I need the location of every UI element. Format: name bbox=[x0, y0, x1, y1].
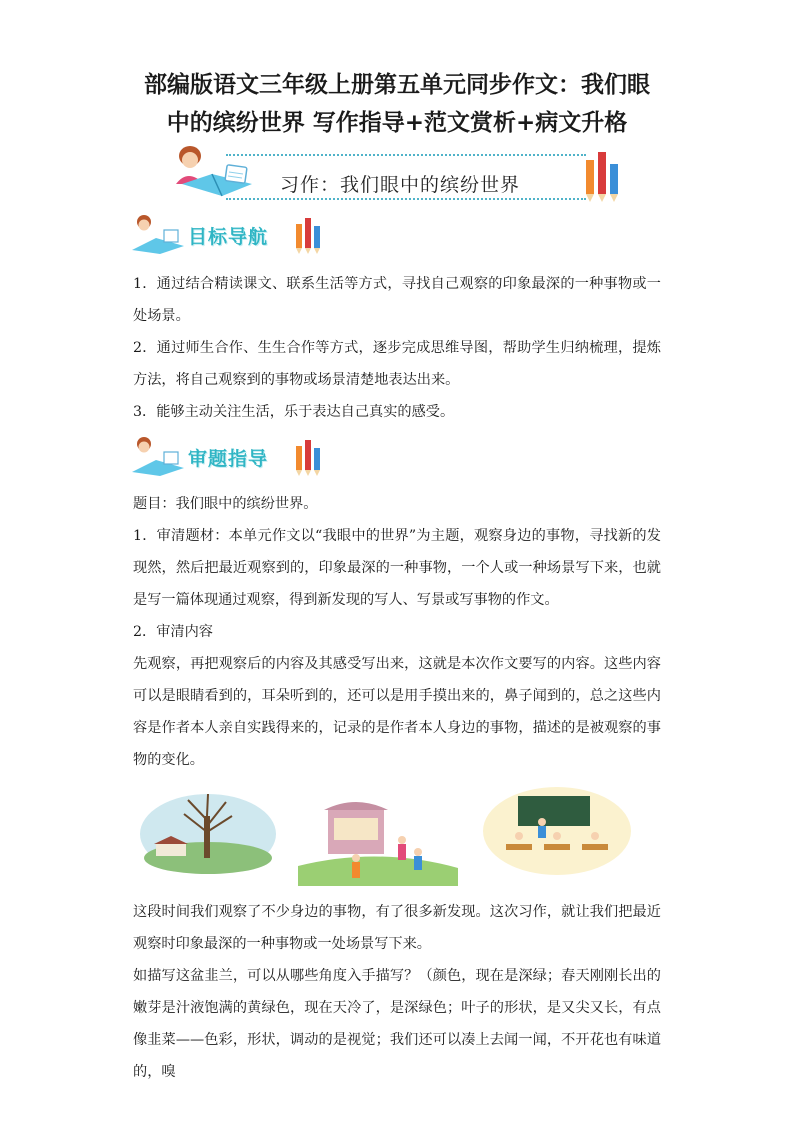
topic-point-2-title: 2．审清内容 bbox=[133, 624, 213, 640]
topic-point-1: 1．审清题材：本单元作文以“我眼中的世界”为主题，观察身边的事物，寻找新的发现然，然后把最近观察到的，印象最深的一种事物，一个人或一种场景写下来，也就是写一篇体现通过观察，得到新发现的写人、写景或写事物的作文。 bbox=[133, 528, 661, 608]
goal-item-2: 2．通过师生合作、生生合作等方式，逐步完成思维导图，帮助学生归纳梳理，提炼方法，将自己观察到的事物或场景清楚地表达出来。 bbox=[133, 340, 661, 388]
classroom-scene-illustration bbox=[482, 786, 632, 876]
open-book-icon bbox=[130, 214, 186, 254]
section-heading-topic-guide bbox=[130, 436, 330, 476]
title-line-1: 部编版语文三年级上册第五单元同步作文：我们眼 bbox=[144, 72, 650, 98]
goal-item-1: 1．通过结合精读课文、联系生活等方式，寻找自己观察的印象最深的一种事物或一处场景。 bbox=[133, 276, 661, 324]
topic-point-2-body: 先观察，再把观察后的内容及其感受写出来，这就是本次作文要写的内容。这些内容可以是眼睛看到的，耳朵听到的，还可以是用手摸出来的，鼻子闻到的，总之这些内容是作者本人亲自实践得来的，记录的是作者本人身边的事物，描述的是被观察的事物的变化。 bbox=[133, 656, 661, 768]
section-heading-text: 审题指导 bbox=[188, 448, 269, 470]
example-paragraph: 如描写这盆韭兰，可以从哪些角度入手描写？（颜色，现在是深绿；春天刚刚长出的嫩芽是汁液饱满的黄绿色，现在天冷了，是深绿色；叶子的形状，是又尖又长，有点像韭菜——色彩，形状，调动的是视觉；我们还可以凑上去闻一闻，不开花也有味道的，嗅 bbox=[133, 968, 661, 1080]
section-banner bbox=[168, 144, 624, 204]
girl-reading-icon bbox=[168, 144, 258, 204]
topic-line: 题目：我们眼中的缤纷世界。 bbox=[133, 496, 318, 512]
open-book-icon bbox=[130, 436, 186, 476]
section-heading-goals bbox=[130, 214, 330, 254]
banner-text: 习作：我们眼中的缤纷世界 bbox=[280, 174, 521, 196]
goal-item-3: 3．能够主动关注生活，乐于表达自己真实的感受。 bbox=[133, 404, 455, 420]
document-title bbox=[90, 66, 704, 142]
pencils-icon bbox=[294, 214, 322, 254]
pencils-icon bbox=[582, 146, 622, 202]
section-heading-text: 目标导航 bbox=[188, 226, 269, 248]
pencils-icon bbox=[294, 436, 322, 476]
title-line-2: 中的缤纷世界 写作指导+范文赏析+病文升格 bbox=[166, 110, 628, 136]
tree-scene-illustration bbox=[138, 786, 278, 876]
newsstand-scene-illustration bbox=[298, 786, 458, 886]
illustration-row bbox=[138, 786, 658, 886]
after-images-paragraph: 这段时间我们观察了不少身边的事物，有了很多新发现。这次习作，就让我们把最近观察时印象最深的一种事物或一处场景写下来。 bbox=[133, 904, 661, 952]
